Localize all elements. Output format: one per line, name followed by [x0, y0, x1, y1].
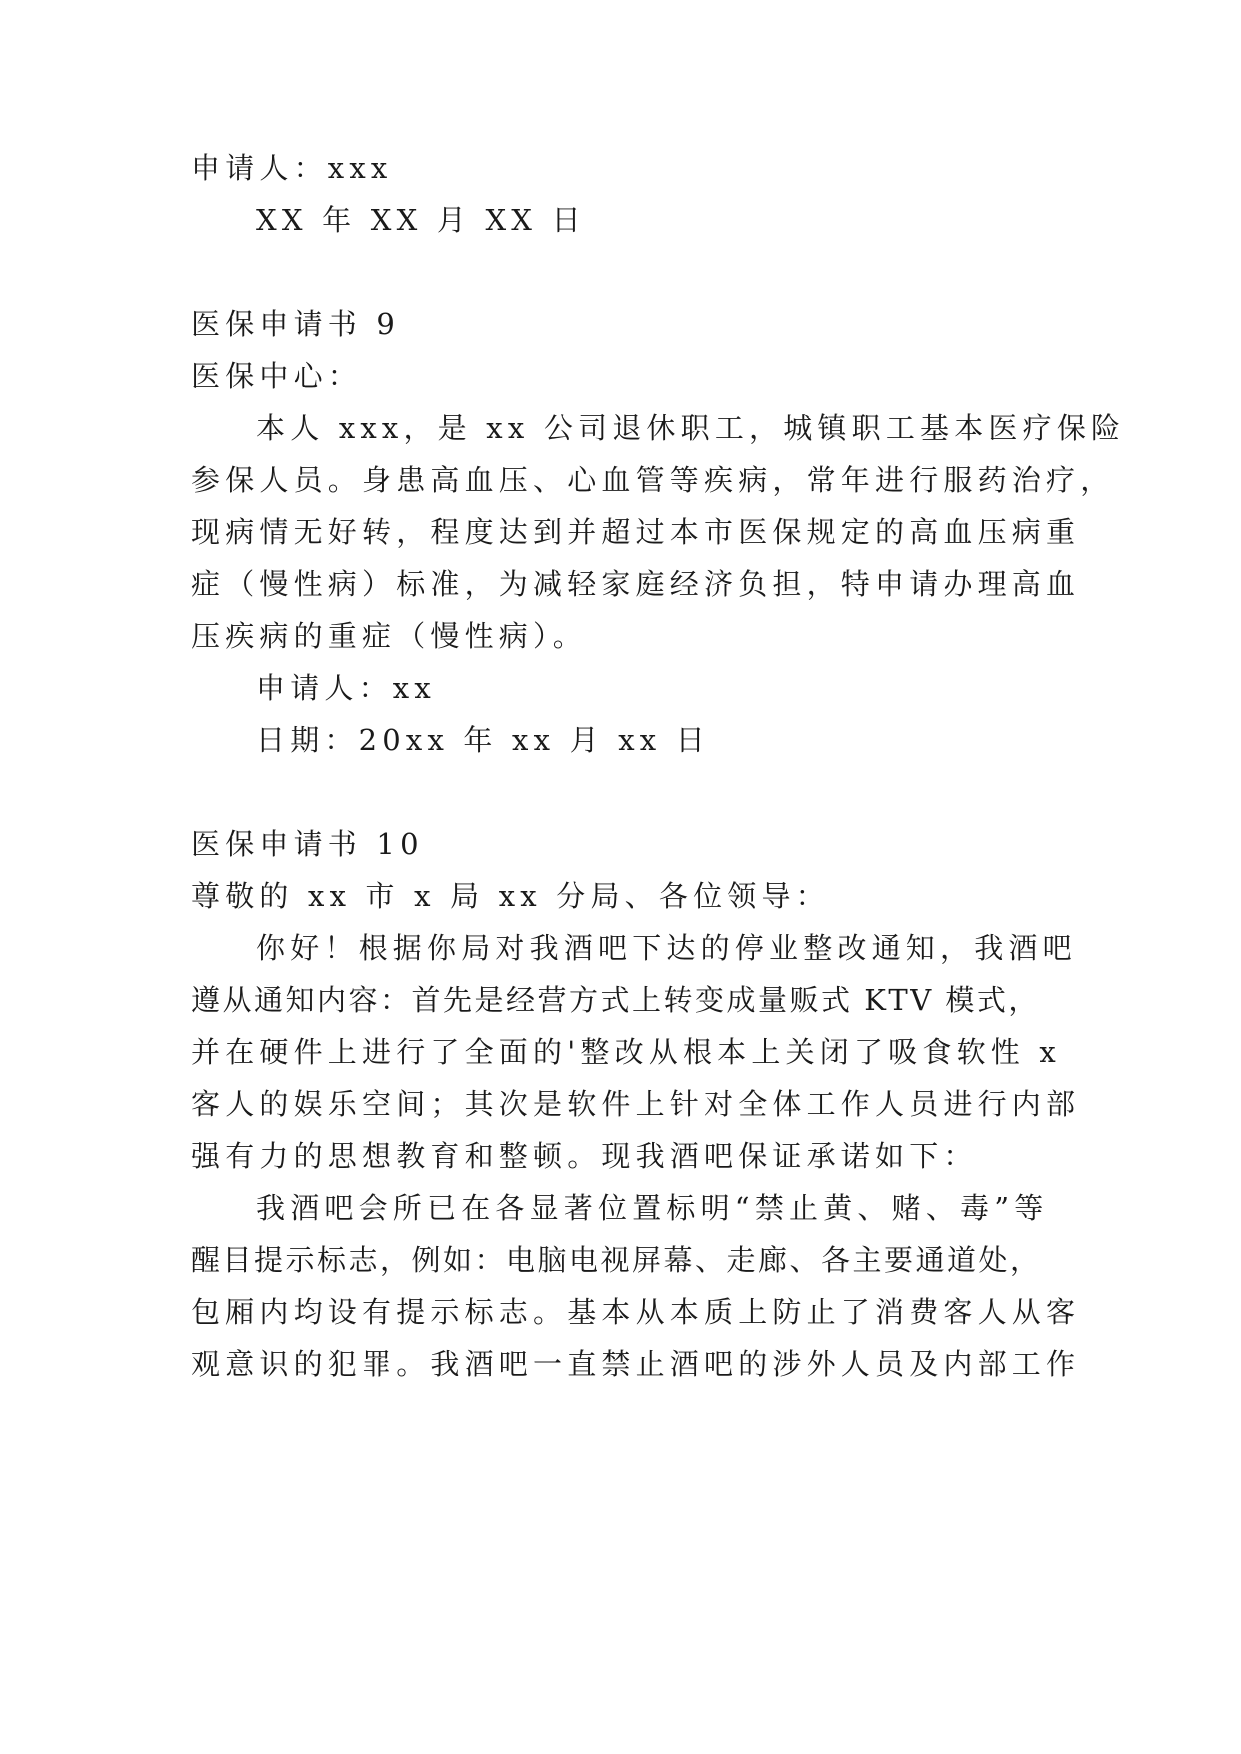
- section-10-addressee: 尊敬的 xx 市 x 局 xx 分局、各位领导：: [191, 879, 830, 913]
- section-10-title: 医保申请书 10: [191, 827, 424, 861]
- section-9-body-line: 压疾病的重症（慢性病）。: [191, 619, 587, 653]
- section-9-applicant: 申请人：xx: [256, 671, 436, 705]
- section-9-body-line: 参保人员。身患高血压、心血管等疾病，常年进行服药治疗，: [191, 463, 1115, 497]
- section-9-addressee: 医保中心：: [191, 359, 363, 393]
- section-9-title: 医保申请书 9: [191, 307, 401, 341]
- section-9-body-line: 症（慢性病）标准，为减轻家庭经济负担，特申请办理高血: [191, 567, 1081, 601]
- section-9-body-line: 现病情无好转，程度达到并超过本市医保规定的高血压病重: [191, 515, 1081, 549]
- section-10-body-line: 醒目提示标志，例如：电脑电视屏幕、走廊、各主要通道处，: [191, 1243, 1042, 1277]
- section-10-body-line: 观意识的犯罪。我酒吧一直禁止酒吧的涉外人员及内部工作: [191, 1347, 1081, 1381]
- section-9-date: 日期：20xx 年 xx 月 xx 日: [256, 723, 710, 757]
- section-10-body-line: 你好！根据你局对我酒吧下达的停业整改通知，我酒吧: [256, 931, 1077, 965]
- section-10-body-line: 强有力的思想教育和整顿。现我酒吧保证承诺如下：: [191, 1139, 978, 1173]
- section-10-body-line: 并在硬件上进行了全面的'整改从根本上关闭了吸食软性 x: [191, 1035, 1061, 1069]
- applicant-line: 申请人：xxx: [191, 151, 393, 185]
- section-9-body-line: 本人 xxx，是 xx 公司退休职工，城镇职工基本医疗保险: [256, 411, 1126, 445]
- section-10-body-line: 遵从通知内容：首先是经营方式上转变成量贩式 KTV 模式，: [191, 983, 1040, 1017]
- section-10-body-line: 客人的娱乐空间；其次是软件上针对全体工作人员进行内部: [191, 1087, 1081, 1121]
- section-10-body-line: 我酒吧会所已在各显著位置标明“禁止黄、赌、毒”等: [256, 1191, 1049, 1225]
- section-10-body-line: 包厢内均设有提示标志。基本从本质上防止了消费客人从客: [191, 1295, 1081, 1329]
- date-line: XX 年 XX 月 XX 日: [256, 203, 586, 237]
